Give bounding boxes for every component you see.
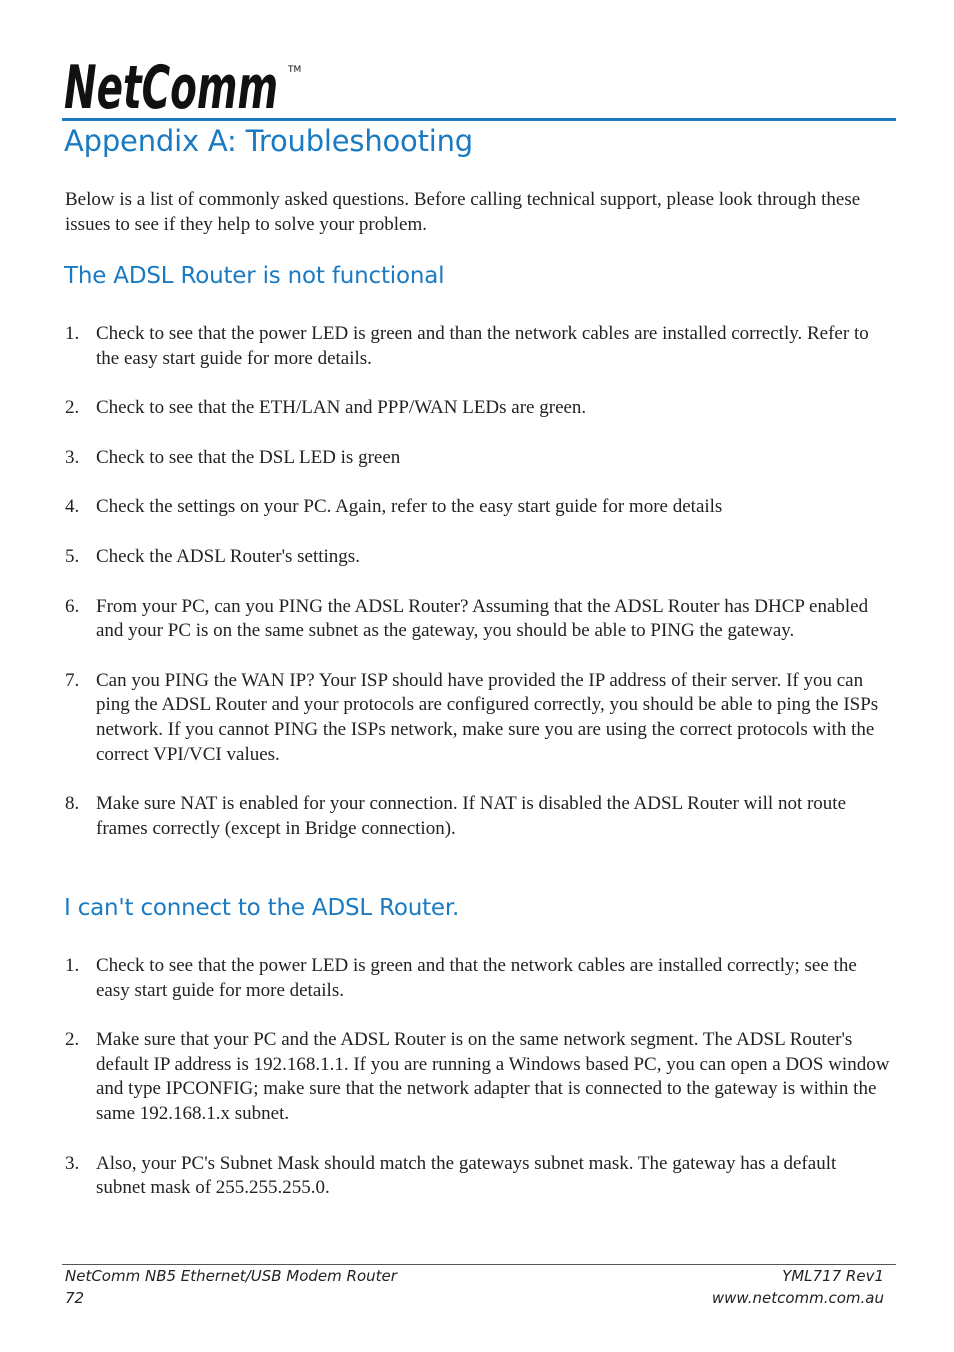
cant-connect-list [65, 954, 890, 1226]
list-item [65, 595, 890, 644]
list-item-text: Can you PING the WAN IP? Your ISP should have provided the IP address of their server. If you can ping the ADSL Router and your protocols are configured correctly, you should be able to ping the ISPs network. If you cannot PING the ISPs network, make sure you are using the correct protocols with the correct VPI/VCI values. [96, 669, 879, 765]
header-rule [62, 118, 896, 121]
footer-rule [62, 1264, 896, 1265]
list-item [65, 1028, 890, 1126]
page-title: Appendix A: Troubleshooting [64, 124, 473, 158]
trademark-mark: TM [288, 65, 302, 75]
list-item-number: 7. [65, 669, 80, 691]
list-item-number: 6. [65, 595, 80, 617]
list-item-number: 2. [65, 1029, 80, 1051]
footer-page-number: 72 [65, 1289, 85, 1307]
list-item-number: 5. [65, 545, 80, 567]
footer-product-name: NetComm NB5 Ethernet/USB Modem Router [65, 1267, 397, 1285]
list-item-number: 8. [65, 793, 80, 815]
list-item-number: 3. [65, 1152, 80, 1174]
netcomm-logo [62, 52, 302, 114]
list-item [65, 954, 890, 1003]
list-item [65, 322, 890, 371]
list-item-number: 4. [65, 496, 80, 518]
footer-doc-code: YML717 Rev1 [782, 1267, 884, 1285]
list-item-text: Check to see that the ETH/LAN and PPP/WAN LEDs are green. [96, 397, 587, 419]
footer-website: www.netcomm.com.au [711, 1289, 884, 1307]
list-item-text: Make sure NAT is enabled for your connection. If NAT is disabled the ADSL Router will not route frames correctly (except in Bridge connection). [96, 793, 847, 839]
list-item-text: Also, your PC's Subnet Mask should match the gateways subnet mask. The gateway has a default subnet mask of 255.255.255.0. [96, 1152, 837, 1199]
router-not-functional-list [65, 322, 890, 866]
list-item [65, 792, 890, 841]
list-item-text: Make sure that your PC and the ADSL Router is on the same network segment. The ADSL Router's default IP address is 192.168.1.1. If you are running a Windows based PC, you can open a DOS window and type IPCONFIG; make sure that the network adapter that is connected to the gateway is within the same 192.168.1.x subnet. [96, 1029, 890, 1124]
list-item-number: 1. [65, 323, 80, 344]
list-item-text: Check the settings on your PC. Again, refer to the easy start guide for more details [96, 496, 723, 518]
list-item-number: 1. [65, 955, 80, 976]
list-item-text: From your PC, can you PING the ADSL Router? Assuming that the ADSL Router has DHCP enabled and your PC is on the same subnet as the gateway, you should be able to PING the gateway. [96, 595, 869, 642]
list-item [65, 396, 890, 421]
list-item-number: 2. [65, 397, 80, 419]
list-item-text: Check to see that the power LED is green and than the network cables are installed correctly. Refer to the easy start guide for more details. [96, 323, 869, 369]
list-item-number: 3. [65, 446, 80, 468]
intro-paragraph: Below is a list of commonly asked questions. Before calling technical support, please look through these issues to see if they help to solve your problem. [65, 189, 861, 235]
list-item [65, 446, 890, 471]
list-item-text: Check to see that the power LED is green and that the network cables are installed correctly; see the easy start guide for more details. [96, 955, 857, 1001]
list-item [65, 545, 890, 570]
section-heading-router-not-functional: The ADSL Router is not functional [64, 263, 445, 289]
list-item [65, 495, 890, 520]
list-item-text: Check to see that the DSL LED is green [96, 446, 401, 468]
logo-wordmark: NetComm [64, 53, 278, 114]
list-item [65, 1152, 890, 1201]
list-item-text: Check the ADSL Router's settings. [96, 545, 360, 567]
list-item [65, 669, 890, 767]
section-heading-cant-connect: I can't connect to the ADSL Router. [64, 895, 460, 921]
